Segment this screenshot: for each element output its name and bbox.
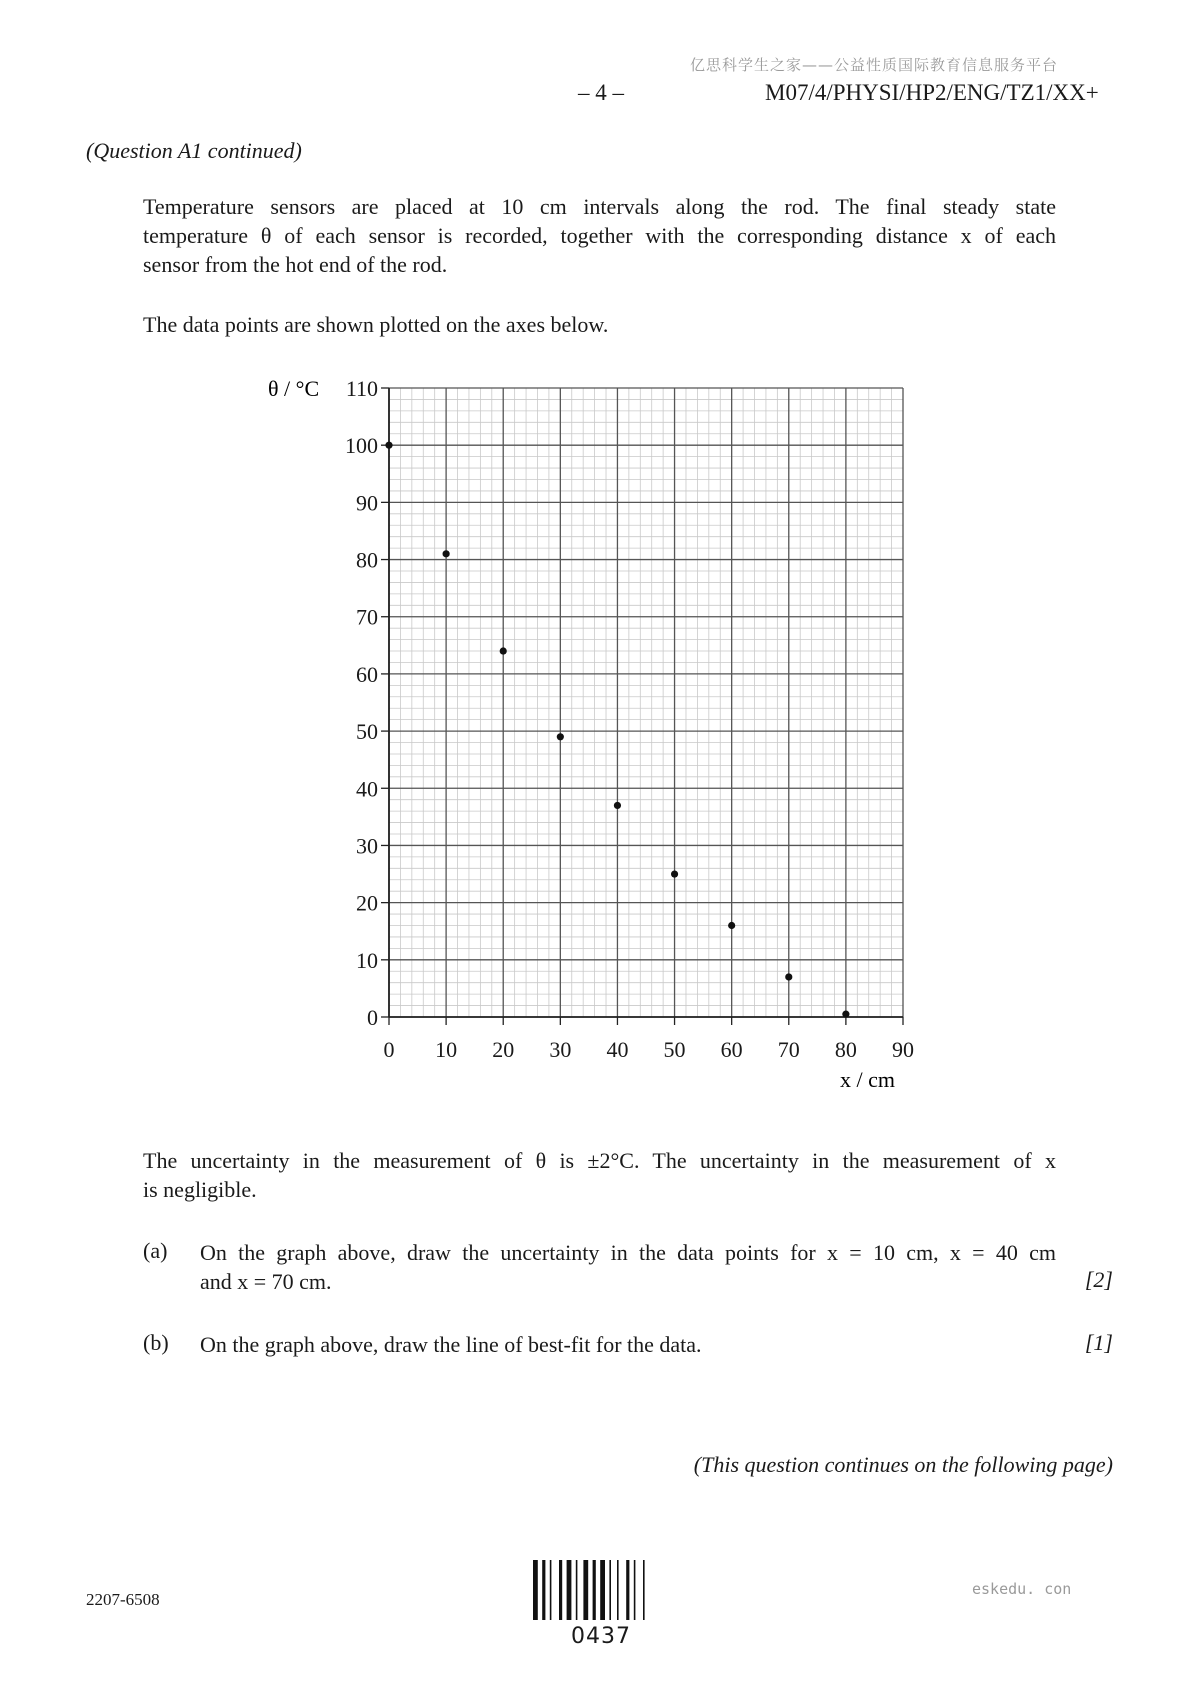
barcode-bar [617, 1560, 619, 1620]
plotted-note: The data points are shown plotted on the axes below. [143, 312, 609, 337]
question-b-line: On the graph above, draw the line of best-fit for the data. [200, 1332, 702, 1357]
data-point [443, 550, 450, 557]
x-axis-label: x / cm [840, 1067, 895, 1092]
x-tick-label: 90 [892, 1037, 914, 1062]
barcode-number: 0437 [571, 1624, 631, 1649]
x-tick-label: 30 [549, 1037, 572, 1062]
barcode-bar [583, 1560, 588, 1620]
question-a-line: On the graph above, draw the uncertainty in the data points for x = 10 cm, x = 40 cm [200, 1240, 1056, 1265]
x-tick-label: 0 [383, 1037, 395, 1062]
x-tick-label: 50 [663, 1037, 686, 1062]
minor-gridlines [389, 388, 903, 1017]
uncertainty-line: The uncertainty in the measurement of θ is ±2°C. The uncertainty in the measurement of x [143, 1148, 1056, 1173]
barcode-bar [643, 1560, 645, 1620]
y-tick-label: 0 [367, 1005, 378, 1030]
y-tick-label: 60 [356, 661, 378, 687]
intro-line: temperature θ of each sensor is recorded, together with the corresponding distance x of each [143, 223, 1056, 248]
axes [389, 388, 903, 1017]
barcode-bar [542, 1560, 545, 1620]
question-a-marks: [2] [1084, 1267, 1113, 1292]
intro-line: sensor from the hot end of the rod. [143, 252, 448, 277]
barcode-bar [609, 1560, 611, 1620]
barcode-bar [559, 1560, 562, 1620]
barcode-bar [600, 1560, 605, 1620]
page-number: – 4 – [578, 80, 624, 105]
data-point [785, 973, 792, 980]
y-tick-label: 110 [345, 376, 378, 401]
data-point [728, 922, 735, 929]
major-gridlines [389, 388, 903, 1017]
barcode-bar [634, 1560, 636, 1620]
question-a-line: and x = 70 cm. [200, 1269, 332, 1294]
y-tick-label: 80 [356, 547, 378, 573]
y-axis-label: θ / °C [268, 376, 320, 401]
continues-note: (This question continues on the following page) [693, 1452, 1113, 1477]
x-tick-label: 10 [435, 1037, 458, 1062]
barcode-bar [576, 1560, 578, 1620]
x-tick-label: 20 [492, 1037, 515, 1062]
y-tick-label: 70 [356, 604, 378, 630]
question-b-text [200, 1330, 1056, 1359]
footer-site: eskedu. con [972, 1580, 1072, 1598]
y-tick-label: 90 [356, 490, 378, 516]
data-point [842, 1011, 849, 1018]
barcode-bar [567, 1560, 572, 1620]
barcode-bar [626, 1560, 629, 1620]
barcode-bar [550, 1560, 552, 1620]
x-tick-label: 80 [834, 1037, 857, 1062]
question-continued-label: (Question A1 continued) [86, 138, 302, 163]
x-tick-label: 60 [720, 1037, 743, 1062]
y-tick-label: 30 [356, 833, 378, 859]
barcode-bar [533, 1560, 538, 1620]
y-tick-label: 100 [345, 433, 378, 459]
intro-line: Temperature sensors are placed at 10 cm intervals along the rod. The final steady state [143, 194, 1056, 219]
y-tick-label: 10 [356, 947, 378, 973]
y-tick-label: 20 [356, 890, 378, 916]
data-point [671, 870, 678, 877]
data-point [614, 802, 621, 809]
question-b-marks: [1] [1084, 1330, 1113, 1355]
data-point [557, 733, 564, 740]
x-tick-label: 70 [777, 1037, 800, 1062]
footer-code: 2207-6508 [86, 1590, 160, 1609]
data-point [385, 442, 392, 449]
barcode-bar [593, 1560, 596, 1620]
data-point [500, 647, 507, 654]
uncertainty-line: is negligible. [143, 1177, 257, 1202]
question-a-text [200, 1238, 1056, 1296]
question-b-label: (b) [143, 1330, 169, 1355]
question-a-label: (a) [143, 1238, 168, 1263]
tick-labels [345, 376, 914, 1062]
uncertainty-paragraph [143, 1146, 1056, 1204]
y-tick-label: 40 [356, 776, 378, 802]
y-tick-label: 50 [356, 719, 378, 745]
watermark-header: 亿思科学生之家——公益性质国际教育信息服务平台 [690, 56, 1059, 74]
paper-code: M07/4/PHYSI/HP2/ENG/TZ1/XX+ [765, 80, 1099, 105]
barcode [533, 1560, 665, 1624]
x-tick-label: 40 [606, 1037, 629, 1062]
